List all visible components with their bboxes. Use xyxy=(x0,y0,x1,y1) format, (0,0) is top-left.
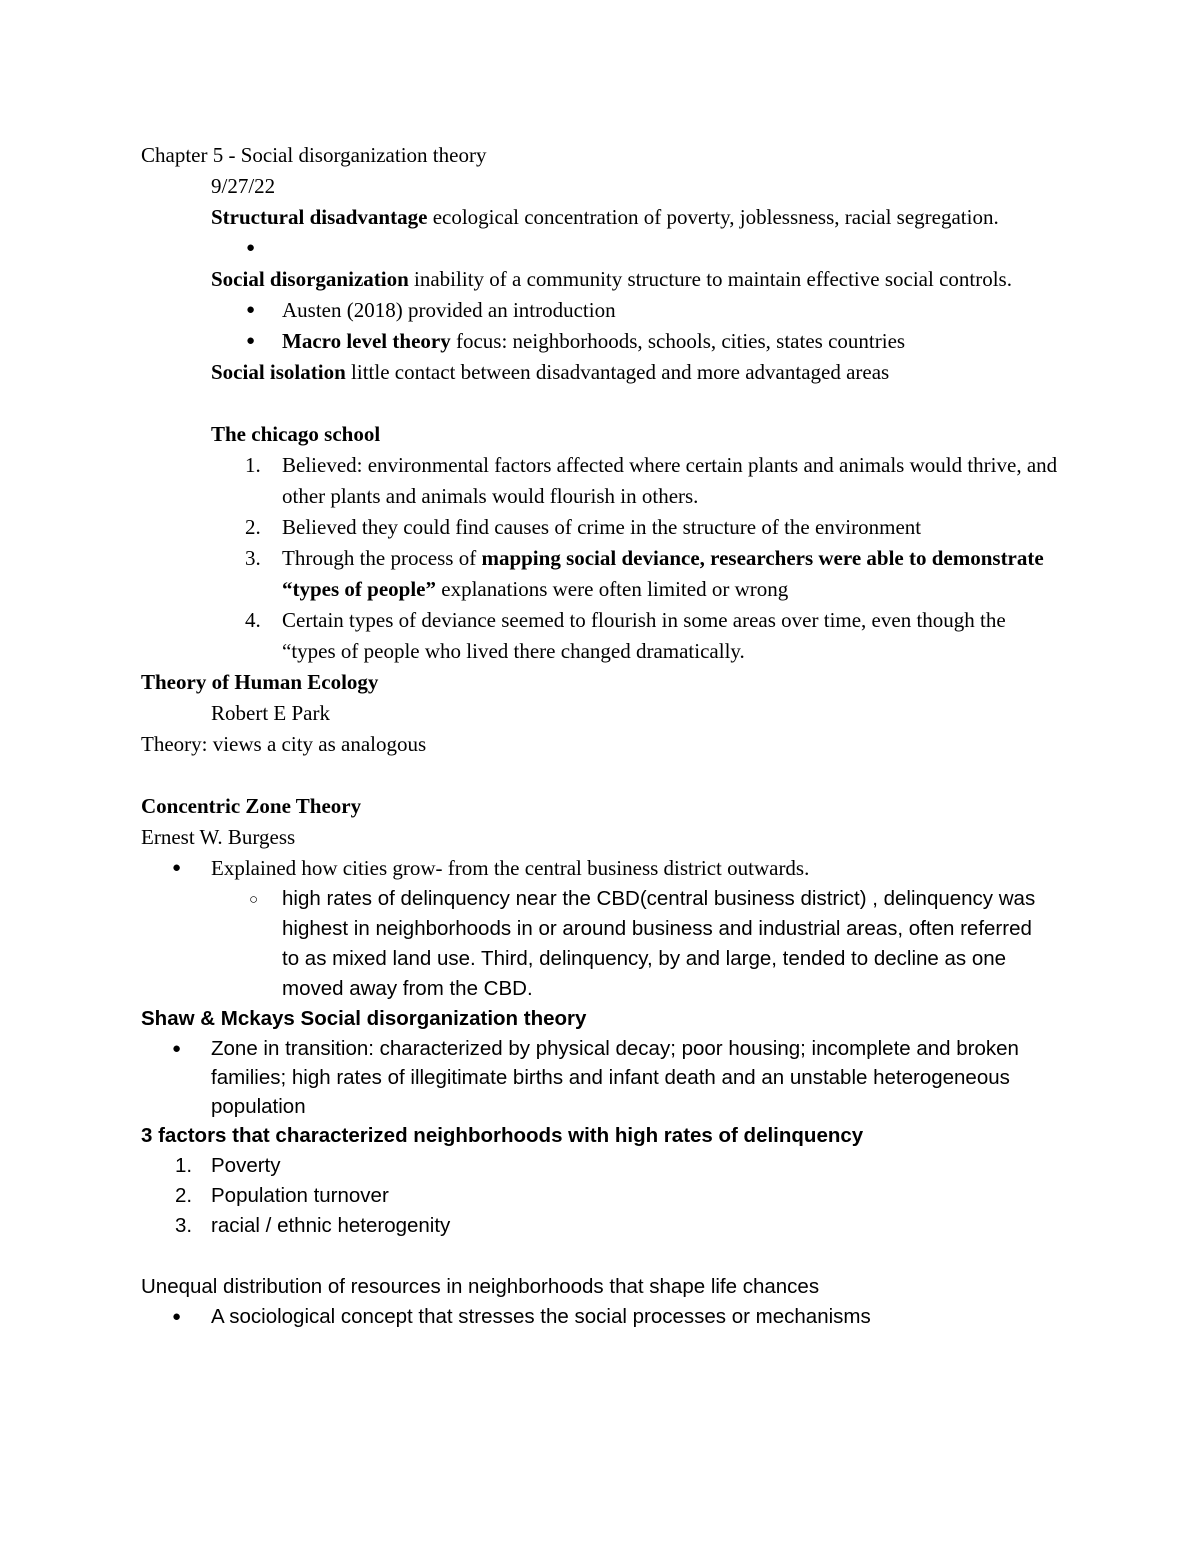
list-number: 2. xyxy=(175,1184,193,1207)
social-disorganization-para xyxy=(141,264,1041,295)
list-text: Poverty xyxy=(211,1154,281,1177)
list-item xyxy=(141,1181,1071,1211)
list-item xyxy=(141,1034,1041,1121)
list-item xyxy=(141,543,1061,605)
bullet-text: A sociological concept that stresses the social processes or mechanisms xyxy=(211,1305,871,1328)
structural-def: ecological concentration of poverty, joblessness, racial segregation. xyxy=(427,205,999,229)
list-item xyxy=(141,295,1071,326)
doc-date: 9/27/22 xyxy=(211,174,276,198)
disorg-term: Social disorganization xyxy=(211,267,409,291)
list-item xyxy=(141,605,1061,667)
structural-disadvantage-para xyxy=(141,202,1001,233)
disorg-def: inability of a community structure to maintain effective social controls. xyxy=(408,267,1012,291)
ecology-theory: Theory: views a city as analogous xyxy=(141,732,427,756)
list-text-pre: Through the process of xyxy=(282,546,482,570)
list-number: 1. xyxy=(245,453,261,477)
document-page xyxy=(141,140,1071,1332)
list-item xyxy=(141,1302,1071,1332)
list-text: racial / ethnic heterogenity xyxy=(211,1214,451,1237)
chicago-heading-text: The chicago school xyxy=(211,422,381,446)
isolation-term: Social isolation xyxy=(211,360,346,384)
isolation-def: little contact between disadvantaged and more advantaged areas xyxy=(345,360,890,384)
bullet-icon: ● xyxy=(246,302,256,318)
list-text: Believed they could find causes of crime in the structure of the environment xyxy=(282,515,922,539)
concentric-heading-text: Concentric Zone Theory xyxy=(141,794,362,818)
list-item xyxy=(141,326,1071,357)
list-text-bold: mapping social deviance, researchers were able to demonstrate “types of people” xyxy=(282,546,1044,601)
bullet-text: Austen (2018) provided an introduction xyxy=(282,298,616,322)
sub-bullet-text: high rates of delinquency near the CBD(central business district) , delinquency was highest in neighborhoods in or around business and industrial areas, often referred to as mixed land use. Third, delinquency, by and large, tended to decline as one moved away from the CBD. xyxy=(282,887,1036,1000)
list-number: 1. xyxy=(175,1154,193,1177)
bullet-icon: ● xyxy=(246,333,256,349)
shaw-heading-text: Shaw & Mckays Social disorganization theory xyxy=(141,1007,587,1030)
factors-list xyxy=(141,1151,1071,1241)
bullet-icon: ● xyxy=(246,240,256,256)
factors-heading xyxy=(141,1121,1071,1151)
list-number: 2. xyxy=(245,515,261,539)
unequal-para: Unequal distribution of resources in neighborhoods that shape life chances xyxy=(141,1275,820,1298)
unequal-bullet-list xyxy=(141,1302,1071,1332)
list-text: Certain types of deviance seemed to flourish in some areas over time, even though the “types of people who lived there changed dramatically. xyxy=(282,608,1006,663)
concentric-author: Ernest W. Burgess xyxy=(141,825,296,849)
factors-heading-text: 3 factors that characterized neighborhoods with high rates of delinquency xyxy=(141,1124,864,1147)
bullet-text: Zone in transition: characterized by physical decay; poor housing; incomplete and broken families; high rates of illegitimate births and infant death and an unstable heterogeneous population xyxy=(211,1037,1019,1118)
doc-title: Chapter 5 - Social disorganization theory xyxy=(141,143,487,167)
list-item xyxy=(141,1211,1071,1241)
empty-bullet-list xyxy=(141,233,1071,264)
list-text-post: explanations were often limited or wrong xyxy=(436,577,789,601)
list-number: 4. xyxy=(245,608,261,632)
list-item xyxy=(141,512,1061,543)
list-number: 3. xyxy=(175,1214,193,1237)
list-text: Believed: environmental factors affected where certain plants and animals would thrive, and other plants and animals would flourish in others. xyxy=(282,453,1058,508)
concentric-heading xyxy=(141,791,1071,822)
macro-def: focus: neighborhoods, schools, cities, states countries xyxy=(450,329,906,353)
macro-term: Macro level theory xyxy=(282,329,451,353)
list-item xyxy=(141,884,1041,1004)
disorg-bullet-list xyxy=(141,295,1071,357)
shaw-bullet-list xyxy=(141,1034,1041,1121)
circle-bullet-icon: ○ xyxy=(249,891,259,908)
concentric-sub-list xyxy=(141,884,1041,1004)
chicago-list xyxy=(141,450,1061,667)
ecology-author: Robert E Park xyxy=(211,701,330,725)
bullet-icon: ● xyxy=(172,860,182,876)
list-item xyxy=(141,853,1071,884)
list-item xyxy=(141,450,1061,512)
shaw-heading xyxy=(141,1004,1071,1034)
ecology-heading xyxy=(141,667,1071,698)
list-item xyxy=(141,233,1071,264)
ecology-heading-text: Theory of Human Ecology xyxy=(141,670,379,694)
social-isolation-para xyxy=(141,357,1071,388)
concentric-bullet-list xyxy=(141,853,1071,884)
list-number: 3. xyxy=(245,546,261,570)
list-text: Population turnover xyxy=(211,1184,389,1207)
bullet-icon: ● xyxy=(172,1040,182,1057)
structural-term: Structural disadvantage xyxy=(211,205,428,229)
bullet-icon: ● xyxy=(172,1308,182,1325)
list-item xyxy=(141,1151,1071,1181)
chicago-heading xyxy=(141,419,1071,450)
bullet-text: Explained how cities grow- from the central business district outwards. xyxy=(211,856,810,880)
